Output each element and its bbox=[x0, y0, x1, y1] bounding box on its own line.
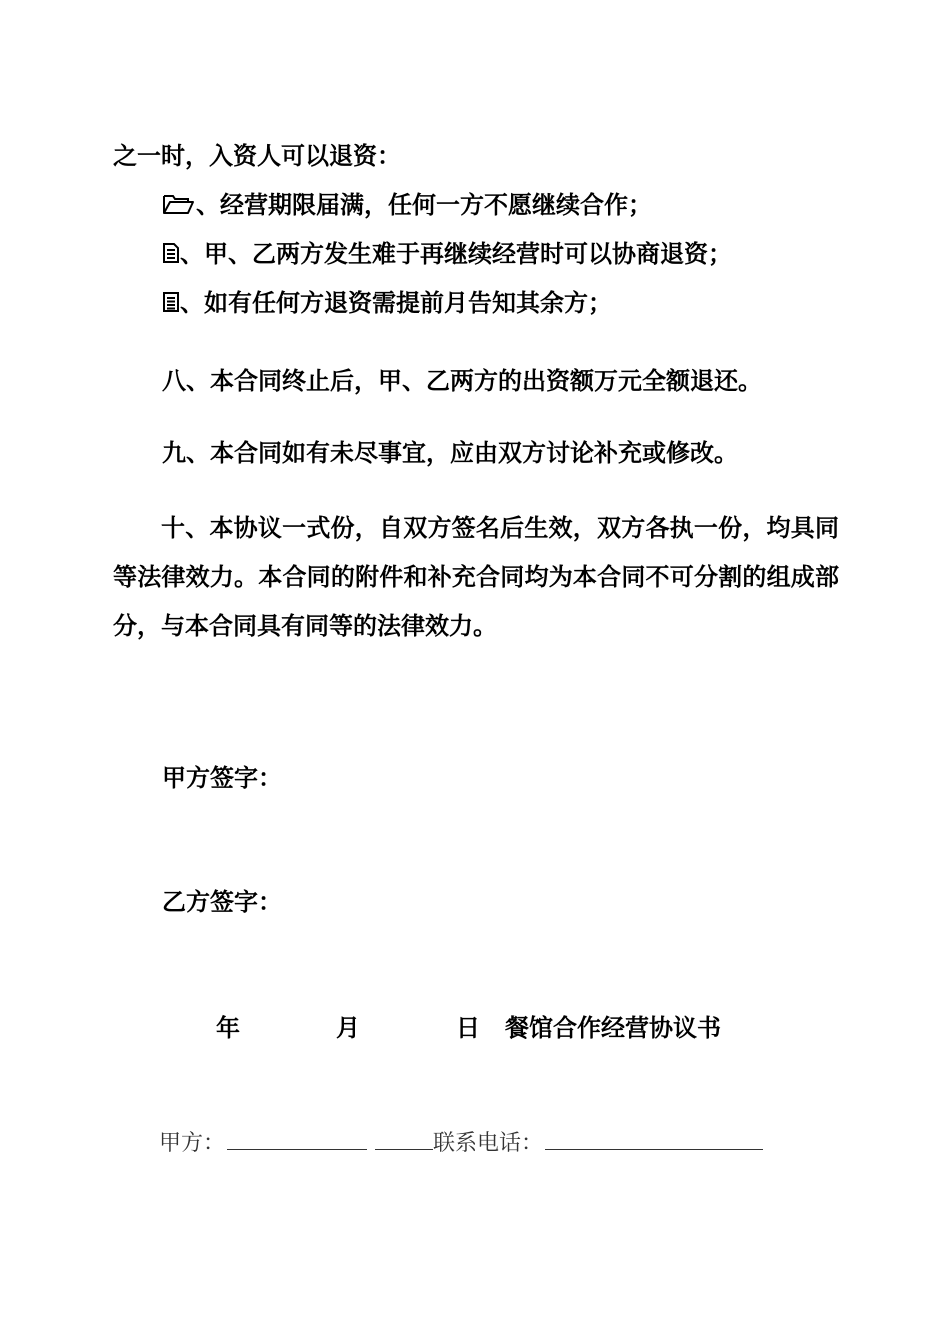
signature-b-label: 乙方签字： bbox=[162, 888, 282, 916]
list-item bbox=[162, 190, 652, 220]
phone-blank bbox=[545, 1127, 763, 1150]
list-item bbox=[162, 288, 612, 318]
date-year: 年 bbox=[216, 1014, 240, 1042]
clause-10: 十、本协议一式份，自双方签名后生效，双方各执一份，均具同等法律效力。本合同的附件和补充合同均为本合同不可分割的组成部分，与本合同具有同等的法律效力。 bbox=[113, 514, 839, 640]
list-item-text: 、经营期限届满，任何一方不愿继续合作； bbox=[196, 191, 652, 219]
party-a-blank-extra bbox=[375, 1127, 433, 1150]
date-month: 月 bbox=[336, 1014, 360, 1042]
list-item-text: 、如有任何方退资需提前月告知其余方； bbox=[180, 289, 612, 317]
party-a-row bbox=[159, 1127, 763, 1159]
document-lines-icon bbox=[162, 290, 180, 314]
intro-line: 之一时，入资人可以退资： bbox=[113, 142, 401, 170]
party-a-label: 甲方： bbox=[159, 1131, 226, 1156]
next-document-title: 餐馆合作经营协议书 bbox=[505, 1014, 721, 1042]
signature-a-label: 甲方签字： bbox=[162, 764, 282, 792]
clause-8: 八、本合同终止后，甲、乙两方的出资额万元全额退还。 bbox=[162, 367, 762, 395]
list-item-text: 、甲、乙两方发生难于再继续经营时可以协商退资； bbox=[180, 240, 732, 268]
date-day: 日 bbox=[456, 1014, 480, 1042]
clause-9: 九、本合同如有未尽事宜，应由双方讨论补充或修改。 bbox=[162, 439, 738, 467]
phone-label: 联系电话： bbox=[433, 1131, 544, 1156]
document-icon bbox=[162, 241, 180, 265]
list-item bbox=[162, 239, 732, 269]
party-a-blank bbox=[227, 1127, 367, 1150]
folder-icon bbox=[162, 192, 196, 216]
